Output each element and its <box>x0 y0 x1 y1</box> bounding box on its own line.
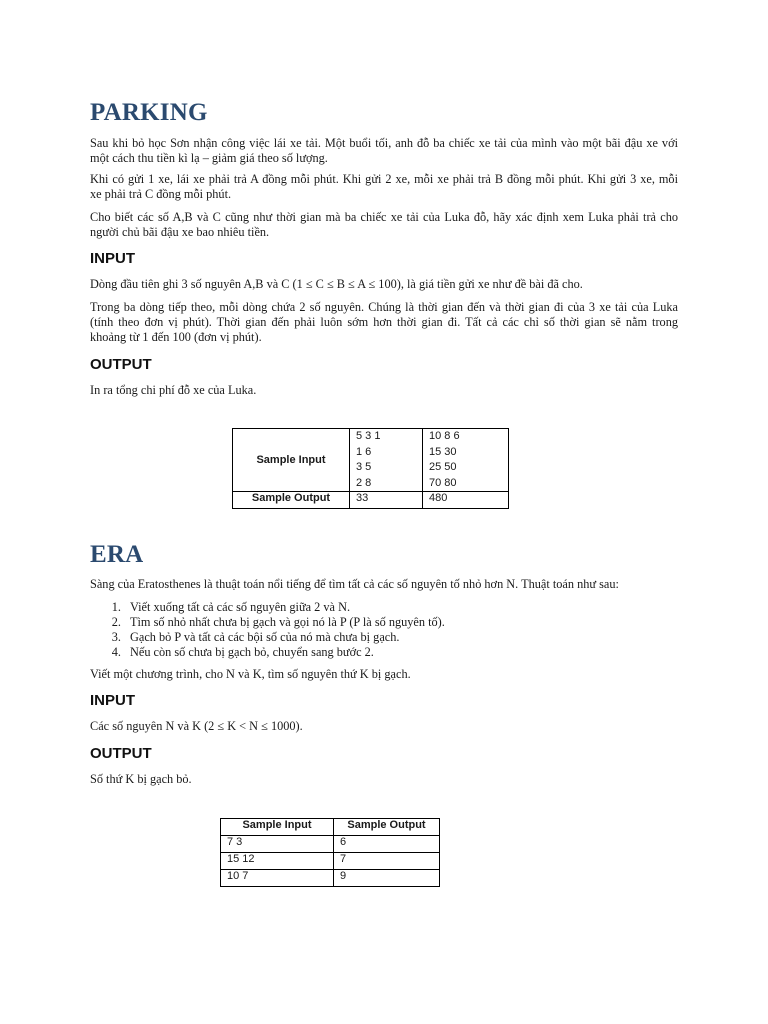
parking-sample-input-label: Sample Input <box>233 429 350 492</box>
era-input-heading: INPUT <box>90 692 135 709</box>
era-sample-input-header: Sample Input <box>221 819 334 836</box>
parking-input-paragraph-2 <box>90 300 678 345</box>
parking-task <box>90 210 678 240</box>
parking-input1-line: 1 6 <box>356 445 372 458</box>
era-sample-input-cell: 7 3 <box>221 836 334 853</box>
parking-input2-line: 15 30 <box>429 445 457 458</box>
parking-input-text-1: Dòng đầu tiên ghi 3 số nguyên A,B và C (1 ≤ C ≤ B ≤ A ≤ 100), là giá tiền gửi xe như đề bài đã cho. <box>90 277 583 291</box>
parking-rule <box>90 172 678 202</box>
parking-intro <box>90 136 678 166</box>
parking-input1-line: 3 5 <box>356 461 372 473</box>
era-step: 2. Tìm số nhỏ nhất chưa bị gạch và gọi nó là P (P là số nguyên tố). <box>124 615 445 630</box>
table-row <box>221 870 440 887</box>
parking-input2-line: 25 50 <box>429 461 457 473</box>
parking-sample-output-1: 33 <box>350 492 423 509</box>
era-intro <box>90 577 678 592</box>
parking-task-line-2: người chủ bãi đậu xe bao nhiêu tiền. <box>90 225 270 239</box>
era-input-text <box>90 719 678 734</box>
parking-output-line: In ra tổng chi phí đỗ xe của Luka. <box>90 383 257 397</box>
era-sample-input-cell: 15 12 <box>221 853 334 870</box>
parking-sample-output-label: Sample Output <box>233 492 350 509</box>
era-task <box>90 667 678 682</box>
table-row <box>221 836 440 853</box>
parking-sample-input-2 <box>423 429 509 492</box>
parking-intro-line-1: Sau khi bỏ học Sơn nhận công việc lái xe tải. Một buổi tối, anh đỗ ba chiếc xe tải của mình vào một bãi đậu xe với <box>90 136 678 150</box>
era-task-line: Viết một chương trình, cho N và K, tìm số nguyên thứ K bị gạch. <box>90 667 411 681</box>
parking-sample-table <box>232 428 509 509</box>
parking-input-text-2a: Trong ba dòng tiếp theo, mỗi dòng chứa 2 số nguyên. Chúng là thời gian đến và thời gian đi của 3 xe tải của Luka <box>90 300 678 314</box>
parking-rule-line-2: xe phải trả C đồng mỗi phút. <box>90 187 232 201</box>
parking-task-line-1: Cho biết các số A,B và C cũng như thời gian mà ba chiếc xe tải của Luka đỗ, hãy xác định xem Luka phải trả cho <box>90 210 678 224</box>
era-intro-line: Sàng của Eratosthenes là thuật toán nổi tiếng để tìm tất cả các số nguyên tố nhỏ hơn N. Thuật toán như sau: <box>90 577 619 591</box>
era-output-heading: OUTPUT <box>90 745 152 762</box>
era-sample-output-header: Sample Output <box>334 819 440 836</box>
parking-input2-line: 70 80 <box>429 476 457 489</box>
problem-title-parking: PARKING <box>90 99 208 126</box>
parking-sample-output-2: 480 <box>423 492 509 509</box>
era-output-text <box>90 772 678 787</box>
parking-input1-line: 5 3 1 <box>356 430 381 442</box>
era-algorithm-steps <box>90 600 445 660</box>
parking-input-text-2b: (tính theo đơn vị phút). Thời gian đến phải luôn sớm hơn thời gian đi. Tất cả các chỉ số thời gian sẽ nằm trong <box>90 315 678 329</box>
parking-output-heading: OUTPUT <box>90 356 152 373</box>
era-output-line: Số thứ K bị gạch bỏ. <box>90 772 192 786</box>
era-input-line: Các số nguyên N và K (2 ≤ K < N ≤ 1000). <box>90 719 303 733</box>
era-step: 1. Viết xuống tất cả các số nguyên giữa 2 và N. <box>124 600 445 615</box>
parking-input2-line: 10 8 6 <box>429 430 460 442</box>
era-step: 3. Gạch bỏ P và tất cả các bội số của nó mà chưa bị gạch. <box>124 630 445 645</box>
parking-rule-line-1: Khi có gửi 1 xe, lái xe phải trả A đồng mỗi phút. Khi gửi 2 xe, mỗi xe phải trả B đồng mỗi phút. Khi gửi 3 xe, mỗi <box>90 172 678 186</box>
era-sample-input-cell: 10 7 <box>221 870 334 887</box>
era-sample-output-cell: 6 <box>334 836 440 853</box>
parking-sample-input-1 <box>350 429 423 492</box>
era-sample-output-cell: 9 <box>334 870 440 887</box>
parking-input-text-2c: khoảng từ 1 đến 100 (đơn vị phút). <box>90 330 262 344</box>
parking-input-heading: INPUT <box>90 250 135 267</box>
parking-output-text <box>90 383 678 398</box>
table-row <box>221 853 440 870</box>
era-step: 4. Nếu còn số chưa bị gạch bỏ, chuyển sang bước 2. <box>124 645 445 660</box>
parking-input1-line: 2 8 <box>356 476 372 489</box>
parking-intro-line-2: một cách thu tiền kì lạ – giảm giá theo số lượng. <box>90 151 328 165</box>
parking-input-line-1 <box>90 277 678 292</box>
era-sample-table <box>220 818 440 887</box>
era-sample-output-cell: 7 <box>334 853 440 870</box>
problem-title-era: ERA <box>90 541 144 568</box>
